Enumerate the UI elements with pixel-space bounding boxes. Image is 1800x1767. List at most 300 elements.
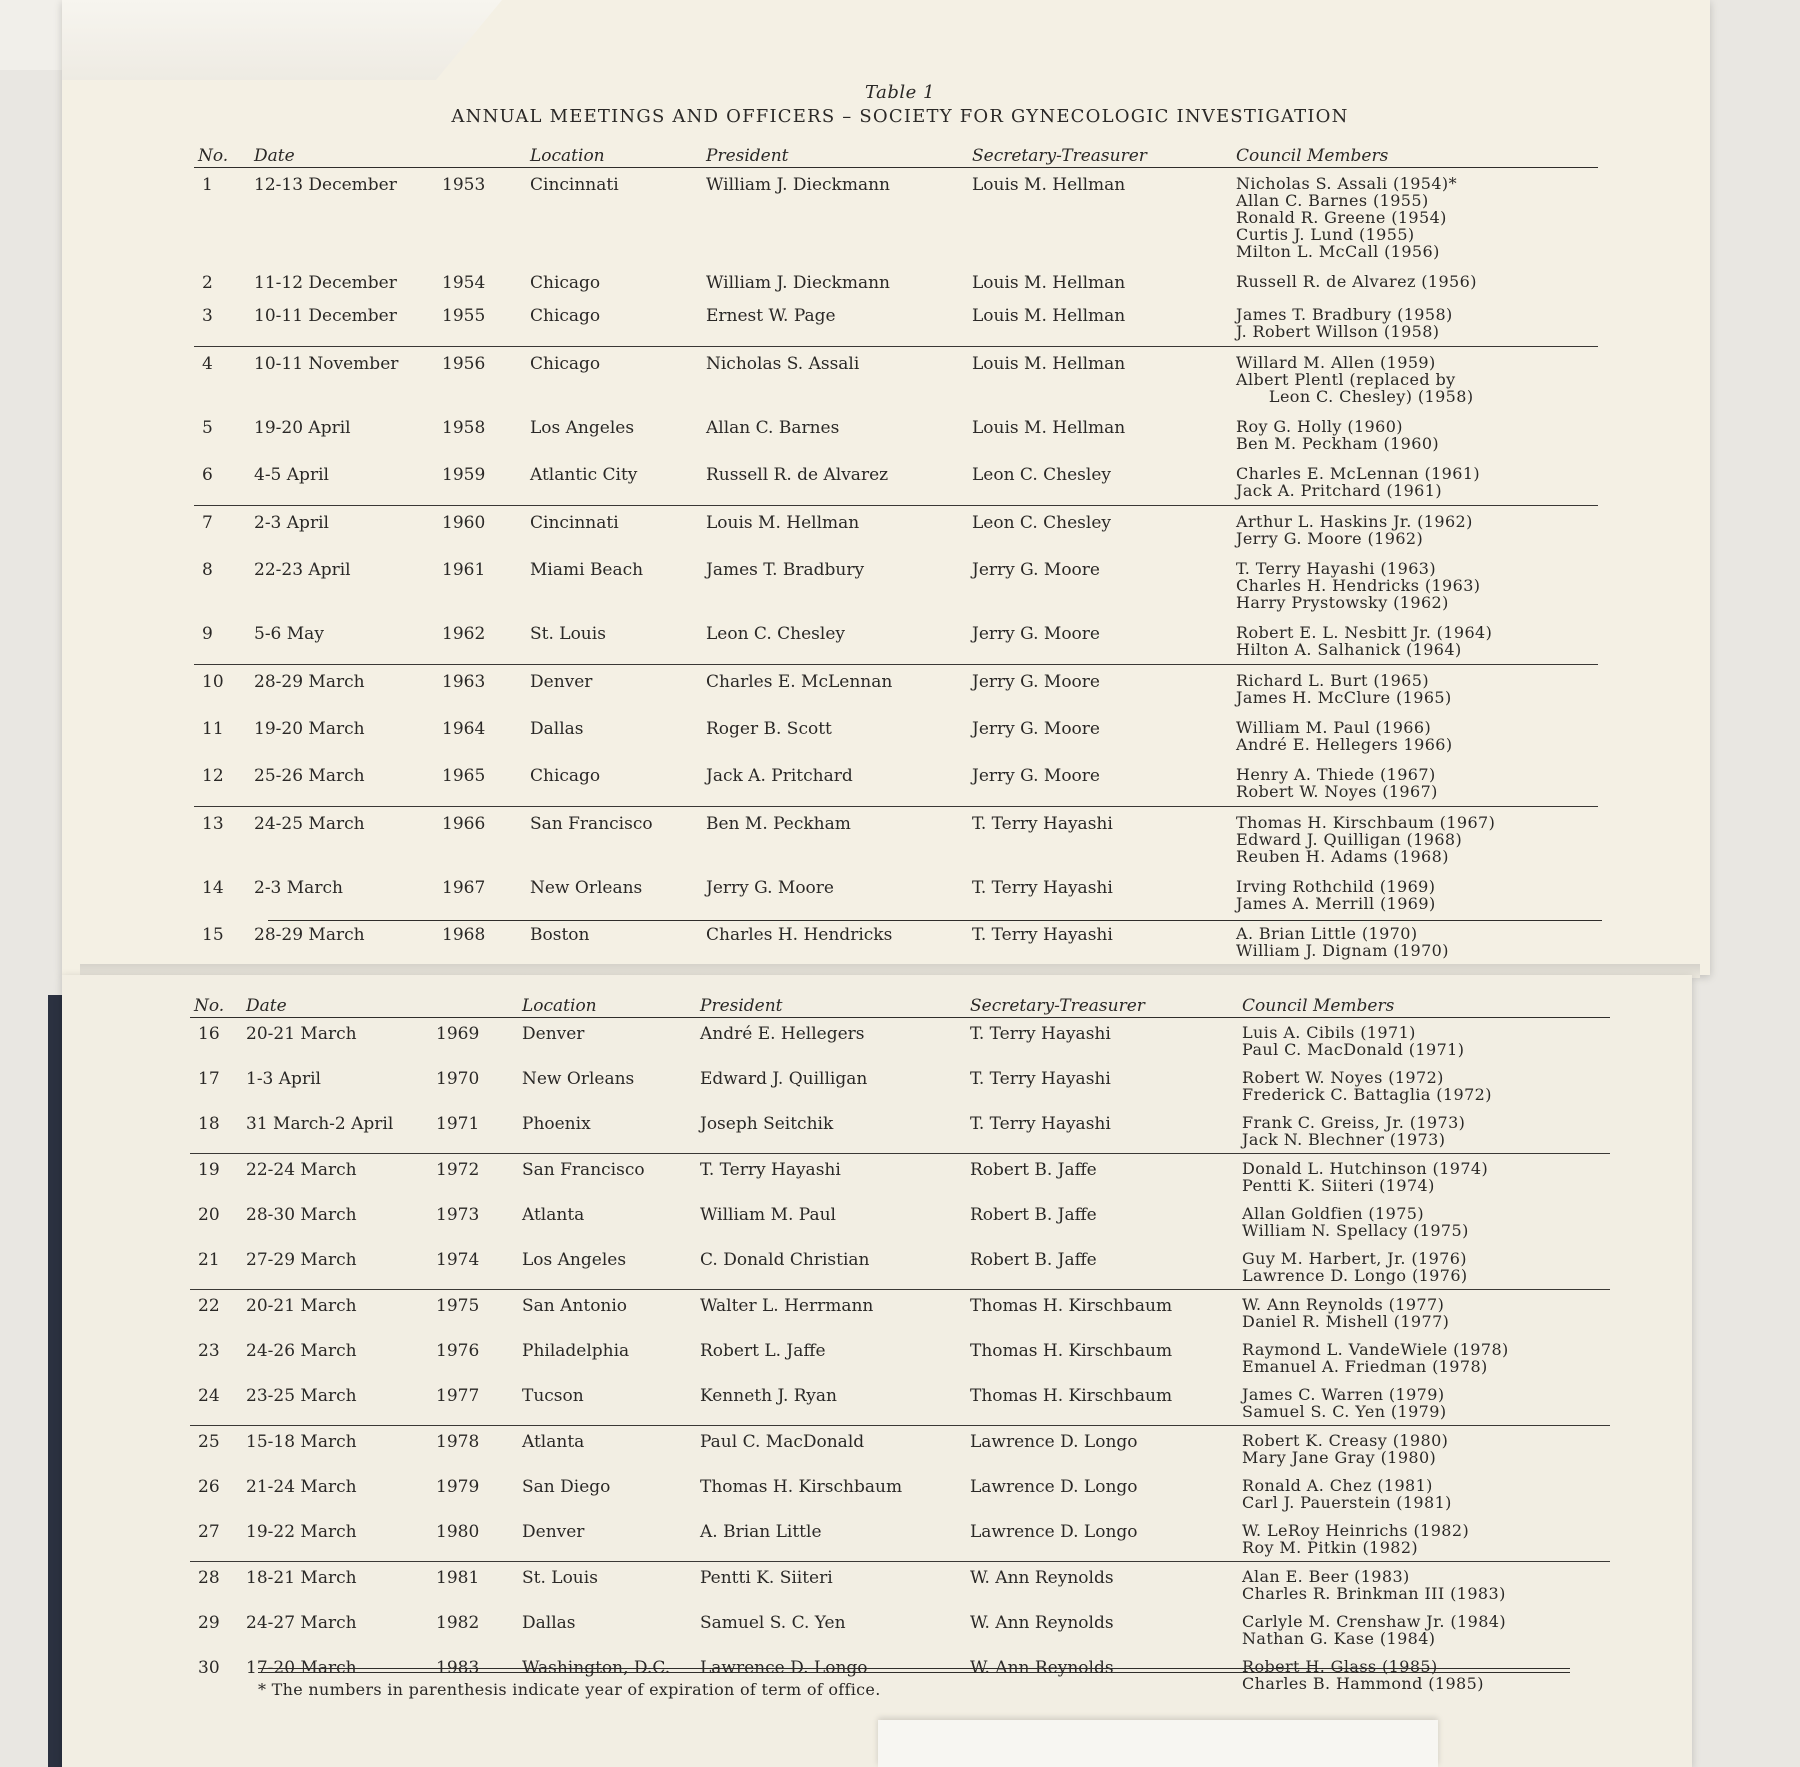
- meeting-number-cell: 1: [202, 175, 213, 195]
- president-cell: C. Donald Christian: [696, 1244, 966, 1290]
- council-member: Curtis J. Lund (1955): [1236, 225, 1415, 244]
- council-member: André E. Hellegers 1966): [1236, 735, 1453, 754]
- table-header-row: [194, 146, 1598, 168]
- location-cell: Chicago: [526, 759, 702, 807]
- council-member: Robert W. Noyes (1972): [1242, 1068, 1444, 1087]
- meeting-number-cell: 30: [198, 1658, 220, 1678]
- meeting-number-cell: 7: [202, 513, 213, 533]
- council-member: Allan Goldfien (1975): [1242, 1204, 1424, 1223]
- meeting-year-cell: 1965: [438, 759, 526, 807]
- location-cell: Los Angeles: [518, 1244, 696, 1290]
- secretary-treasurer-cell: Louis M. Hellman: [972, 175, 1126, 195]
- meeting-number-cell: 19: [198, 1160, 220, 1180]
- council-members-cell: [1238, 1607, 1610, 1652]
- council-member: Roy G. Holly (1960): [1236, 417, 1403, 436]
- meeting-number-cell: 5: [202, 418, 213, 438]
- president-cell: A. Brian Little: [696, 1516, 966, 1562]
- table-row: [194, 807, 1598, 872]
- location-cell: Philadelphia: [522, 1341, 630, 1361]
- table-row: [194, 665, 1598, 713]
- column-header-secretary-treasurer: Secretary-Treasurer: [966, 996, 1238, 1018]
- meeting-date-cell: 20-21 March: [246, 1296, 357, 1316]
- council-member: Robert K. Creasy (1980): [1242, 1431, 1449, 1450]
- meeting-number-cell: 16: [198, 1024, 220, 1044]
- president-cell: Ben M. Peckham: [706, 814, 851, 834]
- president-cell: Walter L. Herrmann: [700, 1296, 874, 1316]
- location-cell: Dallas: [522, 1613, 576, 1633]
- president-cell: Samuel S. C. Yen: [700, 1613, 846, 1633]
- location-cell: Denver: [518, 1516, 696, 1562]
- column-header-date: Date: [250, 146, 438, 168]
- council-members-cell: [1232, 871, 1598, 918]
- meeting-date-cell: 18-21 March: [246, 1568, 357, 1588]
- table-row: [190, 1199, 1610, 1244]
- meeting-year-cell: 1980: [432, 1516, 518, 1562]
- meeting-date-cell: 19-20 April: [254, 418, 351, 438]
- column-header-location: Location: [518, 996, 696, 1018]
- meeting-year-cell: 1968: [442, 925, 486, 945]
- council-member: Ronald A. Chez (1981): [1242, 1476, 1433, 1495]
- council-member: Harry Prystowsky (1962): [1236, 593, 1449, 612]
- president-cell: Jerry G. Moore: [706, 878, 834, 898]
- council-members-cell: [1232, 807, 1598, 872]
- meeting-date-cell: 10-11 November: [254, 354, 399, 374]
- council-members-cell: [1232, 665, 1598, 713]
- council-members-cell: [1232, 918, 1598, 965]
- president-cell: Pentti K. Siiteri: [700, 1568, 833, 1588]
- location-cell: Chicago: [526, 299, 702, 347]
- secretary-treasurer-cell: Jerry G. Moore: [972, 672, 1100, 692]
- officers-table-part-1: [194, 146, 1598, 965]
- table-row: [194, 347, 1598, 412]
- council-member: James A. Merrill (1969): [1236, 894, 1436, 913]
- president-cell: Roger B. Scott: [706, 719, 832, 739]
- meeting-year-cell: 1983: [436, 1658, 480, 1678]
- table-row: [190, 1018, 1610, 1064]
- council-member: Jack A. Pritchard (1961): [1236, 481, 1442, 500]
- council-member: Henry A. Thiede (1967): [1236, 765, 1436, 784]
- table-row: [194, 411, 1598, 458]
- meeting-date-cell: 24-26 March: [246, 1341, 357, 1361]
- council-member: Nicholas S. Assali (1954)*: [1236, 174, 1457, 193]
- president-cell: Kenneth J. Ryan: [696, 1380, 966, 1426]
- council-members-cell: [1232, 266, 1598, 299]
- meeting-year-cell: 1969: [436, 1024, 480, 1044]
- secretary-treasurer-cell: Leon C. Chesley: [972, 513, 1111, 533]
- council-member: Thomas H. Kirschbaum (1967): [1236, 813, 1496, 832]
- council-member: Edward J. Quilligan (1968): [1236, 830, 1463, 849]
- location-cell: Miami Beach: [530, 560, 644, 580]
- council-member: Alan E. Beer (1983): [1242, 1567, 1410, 1586]
- meeting-year-cell: 1979: [436, 1477, 480, 1497]
- location-cell: Dallas: [530, 719, 584, 739]
- meeting-number-cell: 9: [194, 617, 250, 665]
- meeting-number-cell: 17: [198, 1069, 220, 1089]
- council-member: Nathan G. Kase (1984): [1242, 1629, 1436, 1648]
- council-members-cell: [1238, 1426, 1610, 1472]
- president-cell: Russell R. de Alvarez: [702, 458, 968, 506]
- officers-table-part-2: [190, 996, 1610, 1697]
- council-member: William M. Paul (1966): [1236, 718, 1432, 737]
- location-cell: Washington, D.C.: [522, 1658, 671, 1678]
- table-row: [190, 1154, 1610, 1200]
- meeting-number-cell: 18: [190, 1108, 242, 1154]
- council-members-cell: [1238, 1063, 1610, 1108]
- meeting-year-cell: 1970: [436, 1069, 480, 1089]
- meeting-year-cell: 1963: [442, 672, 486, 692]
- column-header-council-members: Council Members: [1238, 996, 1610, 1018]
- column-header-year: [438, 146, 526, 168]
- meeting-number-cell: 20: [198, 1205, 220, 1225]
- council-members-cell: [1232, 299, 1598, 347]
- secretary-treasurer-cell: Louis M. Hellman: [972, 273, 1126, 293]
- council-member: Charles R. Brinkman III (1983): [1242, 1584, 1506, 1603]
- council-member: James H. McClure (1965): [1236, 688, 1452, 707]
- meeting-year-cell: 1961: [442, 560, 486, 580]
- meeting-year-cell: 1974: [432, 1244, 518, 1290]
- president-cell: Lawrence D. Longo: [700, 1658, 868, 1678]
- table-row: [190, 1335, 1610, 1380]
- council-members-cell: [1238, 1108, 1610, 1154]
- table-row: [194, 266, 1598, 299]
- meeting-date-cell: 19-22 March: [242, 1516, 432, 1562]
- secretary-treasurer-cell: Thomas H. Kirschbaum: [970, 1296, 1173, 1316]
- council-member: Raymond L. VandeWiele (1978): [1242, 1340, 1509, 1359]
- meeting-date-cell: 5-6 May: [250, 617, 438, 665]
- location-cell: Tucson: [518, 1380, 696, 1426]
- column-header-president: President: [696, 996, 966, 1018]
- location-cell: New Orleans: [530, 878, 643, 898]
- secretary-treasurer-cell: T. Terry Hayashi: [972, 814, 1113, 834]
- table-row: [194, 871, 1598, 918]
- president-cell: Ernest W. Page: [702, 299, 968, 347]
- meeting-date-cell: 2-3 March: [254, 878, 343, 898]
- president-cell: Thomas H. Kirschbaum: [700, 1477, 903, 1497]
- meeting-year-cell: 1955: [438, 299, 526, 347]
- council-member: Charles E. McLennan (1961): [1236, 464, 1481, 483]
- location-cell: Denver: [522, 1024, 585, 1044]
- meeting-year-cell: 1981: [436, 1568, 480, 1588]
- column-header-president: President: [702, 146, 968, 168]
- secretary-treasurer-cell: Jerry G. Moore: [972, 719, 1100, 739]
- council-member: Arthur L. Haskins Jr. (1962): [1236, 512, 1473, 531]
- council-member: W. Ann Reynolds (1977): [1242, 1295, 1445, 1314]
- meeting-year-cell: 1958: [442, 418, 486, 438]
- meeting-number-cell: 23: [198, 1341, 220, 1361]
- council-members-cell: [1238, 1562, 1610, 1608]
- council-member: A. Brian Little (1970): [1236, 924, 1418, 943]
- council-members-cell: [1238, 1290, 1610, 1336]
- council-member: Robert E. L. Nesbitt Jr. (1964): [1236, 623, 1493, 642]
- president-cell: Nicholas S. Assali: [706, 354, 860, 374]
- meeting-date-cell: 17-20 March: [246, 1658, 357, 1678]
- location-cell: San Antonio: [522, 1296, 628, 1316]
- table-row: [190, 1108, 1610, 1154]
- location-cell: Los Angeles: [530, 418, 635, 438]
- meeting-date-cell: 28-30 March: [246, 1205, 357, 1225]
- council-member: Charles H. Hendricks (1963): [1236, 576, 1481, 595]
- council-members-cell: [1232, 168, 1598, 267]
- council-members-cell: [1238, 1652, 1610, 1697]
- table-heading: ANNUAL MEETINGS AND OFFICERS – SOCIETY FOR GYNECOLOGIC INVESTIGATION: [451, 106, 1349, 127]
- meeting-date-cell: 19-20 March: [254, 719, 365, 739]
- secretary-treasurer-cell: Louis M. Hellman: [968, 299, 1232, 347]
- council-member: Mary Jane Gray (1980): [1242, 1448, 1437, 1467]
- table-row: [190, 1244, 1610, 1290]
- meeting-number-cell: 26: [198, 1477, 220, 1497]
- meeting-date-cell: 22-24 March: [246, 1160, 357, 1180]
- secretary-treasurer-cell: Thomas H. Kirschbaum: [966, 1380, 1238, 1426]
- president-cell: William J. Dieckmann: [706, 273, 890, 293]
- meeting-date-cell: 23-25 March: [242, 1380, 432, 1426]
- table-caption: Table 1: [865, 82, 935, 103]
- president-cell: T. Terry Hayashi: [700, 1160, 841, 1180]
- location-cell: Chicago: [530, 354, 601, 374]
- meeting-number-cell: 4: [202, 354, 213, 374]
- council-member: Reuben H. Adams (1968): [1236, 847, 1449, 866]
- meeting-year-cell: 1966: [442, 814, 486, 834]
- location-cell: Cincinnati: [530, 175, 619, 195]
- table-row: [190, 1290, 1610, 1336]
- meeting-number-cell: 25: [198, 1432, 220, 1452]
- president-cell: André E. Hellegers: [700, 1024, 865, 1044]
- president-cell: Edward J. Quilligan: [700, 1069, 868, 1089]
- council-member: J. Robert Willson (1958): [1236, 322, 1440, 341]
- council-member: Luis A. Cibils (1971): [1242, 1023, 1416, 1042]
- council-members-cell: [1238, 1335, 1610, 1380]
- president-cell: William M. Paul: [700, 1205, 836, 1225]
- meeting-date-cell: 10-11 December: [250, 299, 438, 347]
- meeting-number-cell: 12: [194, 759, 250, 807]
- column-header-council-members: Council Members: [1232, 146, 1598, 168]
- meeting-number-cell: 6: [194, 458, 250, 506]
- meeting-number-cell: 8: [202, 560, 213, 580]
- council-members-cell: [1232, 506, 1598, 554]
- council-member: Russell R. de Alvarez (1956): [1236, 272, 1477, 291]
- meeting-year-cell: 1953: [442, 175, 486, 195]
- meeting-year-cell: 1964: [442, 719, 486, 739]
- table-row: [194, 712, 1598, 759]
- council-member: James C. Warren (1979): [1242, 1385, 1445, 1404]
- president-cell: James T. Bradbury: [706, 560, 865, 580]
- council-member: Robert W. Noyes (1967): [1236, 782, 1438, 801]
- president-cell: Allan C. Barnes: [706, 418, 840, 438]
- council-members-cell: [1238, 1018, 1610, 1064]
- meeting-date-cell: 25-26 March: [250, 759, 438, 807]
- meeting-year-cell: 1954: [442, 273, 486, 293]
- location-cell: New Orleans: [522, 1069, 635, 1089]
- meeting-number-cell: 29: [198, 1613, 220, 1633]
- secretary-treasurer-cell: T. Terry Hayashi: [966, 1108, 1238, 1154]
- secretary-treasurer-cell: Jerry G. Moore: [972, 560, 1100, 580]
- council-member: Frank C. Greiss, Jr. (1973): [1242, 1113, 1466, 1132]
- secretary-treasurer-cell: Robert B. Jaffe: [970, 1205, 1097, 1225]
- council-member: Pentti K. Siiteri (1974): [1242, 1176, 1435, 1195]
- meeting-number-cell: 13: [202, 814, 224, 834]
- secretary-treasurer-cell: Thomas H. Kirschbaum: [970, 1341, 1173, 1361]
- meeting-date-cell: 4-5 April: [250, 458, 438, 506]
- page-fold: [62, 0, 502, 80]
- council-member: Albert Plentl (replaced by: [1236, 370, 1456, 389]
- location-cell: Cincinnati: [530, 513, 619, 533]
- secretary-treasurer-cell: W. Ann Reynolds: [970, 1613, 1114, 1633]
- council-member: Roy M. Pitkin (1982): [1242, 1538, 1419, 1557]
- table-row: [194, 617, 1598, 665]
- council-members-cell: [1232, 553, 1598, 617]
- council-member: Hilton A. Salhanick (1964): [1236, 640, 1462, 659]
- column-header-no: No.: [190, 996, 242, 1018]
- meeting-number-cell: 27: [190, 1516, 242, 1562]
- council-member: Lawrence D. Longo (1976): [1242, 1266, 1468, 1285]
- council-member: Jerry G. Moore (1962): [1236, 529, 1424, 548]
- location-cell: Boston: [530, 925, 590, 945]
- location-cell: Phoenix: [518, 1108, 696, 1154]
- location-cell: Denver: [530, 672, 593, 692]
- council-member: William N. Spellacy (1975): [1242, 1221, 1469, 1240]
- council-member: Willard M. Allen (1959): [1236, 353, 1436, 372]
- council-member: William J. Dignam (1970): [1236, 941, 1449, 960]
- location-cell: Atlanta: [522, 1432, 585, 1452]
- location-cell: San Diego: [522, 1477, 611, 1497]
- council-member: Guy M. Harbert, Jr. (1976): [1242, 1249, 1467, 1268]
- table-row: [194, 506, 1598, 554]
- council-member: Charles B. Hammond (1985): [1242, 1674, 1484, 1693]
- council-members-cell: [1232, 347, 1598, 412]
- council-member: Irving Rothchild (1969): [1236, 877, 1436, 896]
- location-cell: San Francisco: [522, 1160, 645, 1180]
- president-cell: Jack A. Pritchard: [702, 759, 968, 807]
- council-members-cell: [1238, 1516, 1610, 1562]
- meeting-number-cell: 14: [202, 878, 224, 898]
- council-member: Carl J. Pauerstein (1981): [1242, 1493, 1452, 1512]
- council-member: Ben M. Peckham (1960): [1236, 434, 1440, 453]
- location-cell: Chicago: [530, 273, 601, 293]
- secretary-treasurer-cell: Louis M. Hellman: [972, 354, 1126, 374]
- council-member: James T. Bradbury (1958): [1236, 305, 1453, 324]
- table-end-double-rule: [258, 1672, 1570, 1673]
- president-cell: Leon C. Chesley: [702, 617, 968, 665]
- council-member: W. LeRoy Heinrichs (1982): [1242, 1521, 1470, 1540]
- council-member: Jack N. Blechner (1973): [1242, 1130, 1446, 1149]
- council-member: Richard L. Burt (1965): [1236, 671, 1429, 690]
- meeting-date-cell: 22-23 April: [254, 560, 351, 580]
- meeting-date-cell: 1-3 April: [246, 1069, 321, 1089]
- secretary-treasurer-cell: T. Terry Hayashi: [972, 878, 1113, 898]
- secretary-treasurer-cell: Jerry G. Moore: [968, 759, 1232, 807]
- council-members-cell: [1232, 759, 1598, 807]
- council-member: Samuel S. C. Yen (1979): [1242, 1402, 1447, 1421]
- meeting-year-cell: 1956: [442, 354, 486, 374]
- location-cell: Atlantic City: [526, 458, 702, 506]
- council-member: Frederick C. Battaglia (1972): [1242, 1085, 1492, 1104]
- council-members-cell: [1238, 1199, 1610, 1244]
- secretary-treasurer-cell: Lawrence D. Longo: [970, 1477, 1138, 1497]
- meeting-number-cell: 10: [202, 672, 224, 692]
- table-row: [194, 168, 1598, 267]
- column-header-year: [432, 996, 518, 1018]
- secretary-treasurer-cell: Leon C. Chesley: [968, 458, 1232, 506]
- meeting-date-cell: 31 March-2 April: [242, 1108, 432, 1154]
- table-row: [190, 1562, 1610, 1608]
- table-row: [190, 1380, 1610, 1426]
- location-cell: San Francisco: [530, 814, 653, 834]
- meeting-date-cell: 21-24 March: [246, 1477, 357, 1497]
- president-cell: Louis M. Hellman: [706, 513, 860, 533]
- meeting-number-cell: 28: [198, 1568, 220, 1588]
- president-cell: Paul C. MacDonald: [700, 1432, 865, 1452]
- meeting-date-cell: 2-3 April: [254, 513, 329, 533]
- meeting-year-cell: 1962: [438, 617, 526, 665]
- president-cell: Robert L. Jaffe: [700, 1341, 826, 1361]
- secretary-treasurer-cell: W. Ann Reynolds: [970, 1658, 1114, 1678]
- meeting-year-cell: 1967: [442, 878, 486, 898]
- council-member: Robert H. Glass (1985): [1242, 1657, 1438, 1676]
- secretary-treasurer-cell: Lawrence D. Longo: [970, 1432, 1138, 1452]
- meeting-year-cell: 1982: [436, 1613, 480, 1633]
- meeting-date-cell: 15-18 March: [246, 1432, 357, 1452]
- table-row: [190, 1471, 1610, 1516]
- location-cell: Atlanta: [522, 1205, 585, 1225]
- table-row: [194, 458, 1598, 506]
- president-cell: William J. Dieckmann: [706, 175, 890, 195]
- meeting-year-cell: 1975: [436, 1296, 480, 1316]
- card-corner: [878, 1720, 1438, 1767]
- meeting-date-cell: 11-12 December: [254, 273, 397, 293]
- table-row: [190, 1516, 1610, 1562]
- binder-edge: [48, 995, 62, 1767]
- council-member: T. Terry Hayashi (1963): [1236, 559, 1437, 578]
- meeting-number-cell: 2: [202, 273, 213, 293]
- council-member: Daniel R. Mishell (1977): [1242, 1312, 1450, 1331]
- meeting-date-cell: 20-21 March: [246, 1024, 357, 1044]
- meeting-number-cell: 3: [194, 299, 250, 347]
- secretary-treasurer-cell: Jerry G. Moore: [968, 617, 1232, 665]
- secretary-treasurer-cell: W. Ann Reynolds: [970, 1568, 1114, 1588]
- secretary-treasurer-cell: T. Terry Hayashi: [972, 925, 1113, 945]
- council-member: Emanuel A. Friedman (1978): [1242, 1357, 1488, 1376]
- column-header-no: No.: [194, 146, 250, 168]
- council-member: Leon C. Chesley) (1958): [1236, 387, 1474, 406]
- table-row: [194, 759, 1598, 807]
- council-member: Donald L. Hutchinson (1974): [1242, 1159, 1489, 1178]
- council-members-cell: [1238, 1380, 1610, 1426]
- table-header-row: [190, 996, 1610, 1018]
- secretary-treasurer-cell: T. Terry Hayashi: [970, 1069, 1111, 1089]
- council-members-cell: [1238, 1154, 1610, 1200]
- table-row: [190, 1607, 1610, 1652]
- council-members-cell: [1232, 712, 1598, 759]
- meeting-date-cell: 28-29 March: [254, 925, 365, 945]
- council-members-cell: [1232, 458, 1598, 506]
- meeting-number-cell: 22: [198, 1296, 220, 1316]
- meeting-year-cell: 1976: [436, 1341, 480, 1361]
- meeting-year-cell: 1960: [442, 513, 486, 533]
- meeting-date-cell: 28-29 March: [254, 672, 365, 692]
- council-members-cell: [1232, 411, 1598, 458]
- location-cell: St. Louis: [526, 617, 702, 665]
- footnote: * The numbers in parenthesis indicate year of expiration of term of office.: [258, 1680, 881, 1699]
- meeting-year-cell: 1973: [436, 1205, 480, 1225]
- secretary-treasurer-cell: T. Terry Hayashi: [970, 1024, 1111, 1044]
- meeting-year-cell: 1959: [438, 458, 526, 506]
- meeting-year-cell: 1971: [432, 1108, 518, 1154]
- secretary-treasurer-cell: Lawrence D. Longo: [966, 1516, 1238, 1562]
- meeting-number-cell: 15: [202, 925, 224, 945]
- meeting-number-cell: 24: [190, 1380, 242, 1426]
- council-members-cell: [1232, 617, 1598, 665]
- council-members-cell: [1238, 1244, 1610, 1290]
- meeting-date-cell: 24-25 March: [254, 814, 365, 834]
